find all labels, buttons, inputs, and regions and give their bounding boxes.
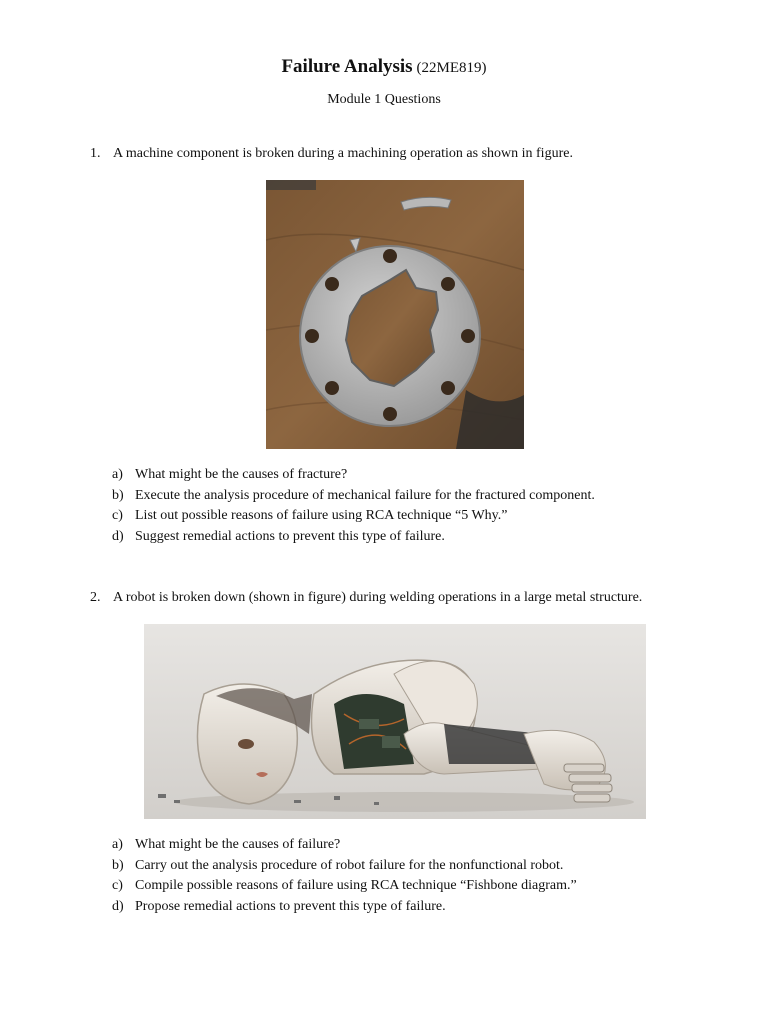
question-2-subparts xyxy=(112,835,577,917)
question-2 xyxy=(90,590,642,606)
list-item: b) Execute the analysis procedure of mechanical failure for the fractured component. xyxy=(112,487,595,503)
course-code: (22ME819) xyxy=(416,60,487,76)
question-text: A robot is broken down (shown in figure) during welding operations in a large metal structure. xyxy=(113,590,643,605)
list-item: c) List out possible reasons of failure using RCA technique “5 Why.” xyxy=(112,508,508,523)
question-1-subparts xyxy=(112,465,595,547)
document-title xyxy=(0,56,768,78)
question-number: 1. xyxy=(90,146,101,161)
list-item: d) Propose remedial actions to prevent this type of failure. xyxy=(112,898,446,914)
question-number: 2. xyxy=(90,590,101,605)
list-item: a) What might be the causes of failure? xyxy=(112,837,341,852)
broken-robot-photo xyxy=(144,624,646,819)
title-text: Failure Analysis xyxy=(281,56,413,77)
question-1 xyxy=(90,146,573,162)
question-text: A machine component is broken during a machining operation as shown in figure. xyxy=(113,146,573,161)
list-item: b) Carry out the analysis procedure of robot failure for the nonfunctional robot. xyxy=(112,857,564,873)
list-item: c) Compile possible reasons of failure using RCA technique “Fishbone diagram.” xyxy=(112,878,577,893)
list-item: a) What might be the causes of fracture? xyxy=(112,467,348,482)
fractured-ring-component-photo xyxy=(266,180,524,449)
document-subtitle: Module 1 Questions xyxy=(327,92,441,107)
list-item: d) Suggest remedial actions to prevent this type of failure. xyxy=(112,528,445,544)
